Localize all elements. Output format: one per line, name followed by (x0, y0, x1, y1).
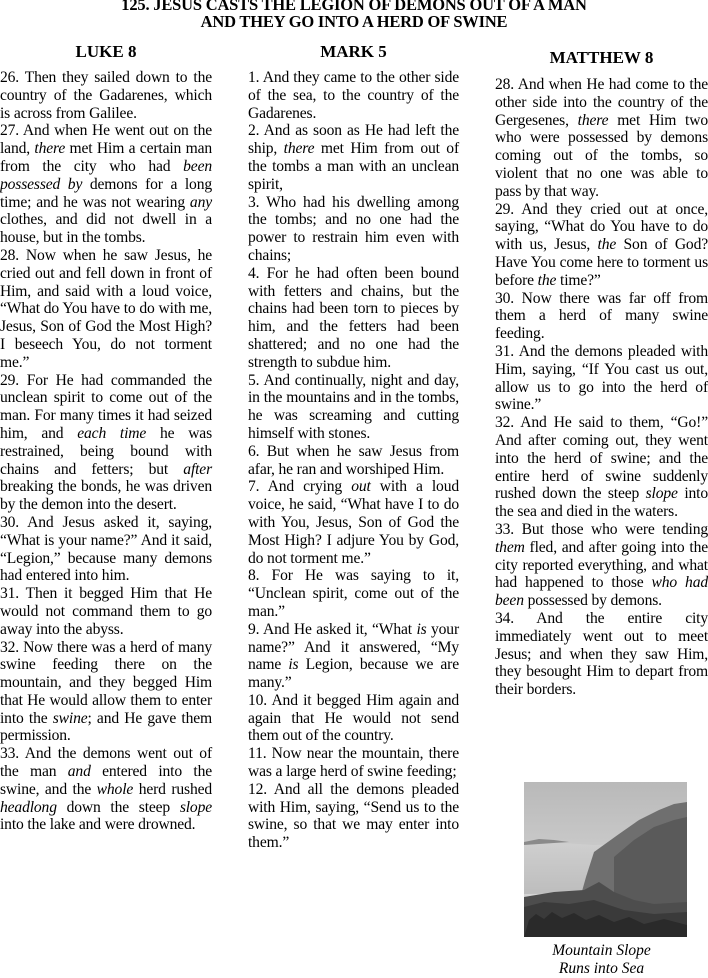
column-heading: MARK 5 (320, 42, 387, 61)
caption-line-2: Runs into Sea (558, 960, 645, 977)
verse: 8. For He was saying to it, “Unclean spirit, come out of the man.” (248, 567, 459, 620)
verse-list (0, 69, 212, 834)
verse: 30. Now there was far off from them a herd of many swine feeding. (495, 289, 708, 343)
italic-word: each time (77, 424, 147, 442)
verse: 34. And the entire city immediately went out to meet Jesus; and when they saw Him, they besought Him to depart from their borders. (495, 609, 708, 699)
verse-list (248, 69, 459, 852)
verse: 2. And as soon as He had left the ship, there met Him from out of the tombs a man with an unclean spirit, (248, 122, 459, 193)
verse: 11. Now near the mountain, there was a large herd of swine feeding; (248, 745, 459, 781)
verse: 10. And it begged Him again and again that He would not send them out of the country. (248, 691, 459, 745)
italic-word: after (183, 460, 212, 478)
verse: 32. And He said to them, “Go!” And after coming out, they went into the herd of swine; and the entire herd of swine suddenly rushed down the steep slope into the sea and died in the waters. (495, 414, 708, 521)
mountain-slope-photo (524, 782, 687, 937)
verse: 29. For He had commanded the unclean spirit to come out of the man. For many times it had seized him, and each time he was restrained, being bound with chains and fetters; but after breaking the bonds, he was driven by the demon into the desert. (0, 371, 212, 514)
landscape-image (524, 782, 687, 937)
italic-word: slope (645, 485, 678, 503)
verse: 1. And they came to the other side of the sea, to the country of the Gadarenes. (248, 69, 459, 122)
verse: 32. Now there was a herd of many swine feeding there on the mountain, and they begged Him that He would allow them to enter into the swine; and He gave them permission. (0, 638, 212, 745)
column-heading: LUKE 8 (75, 42, 137, 61)
verse: 26. Then they sailed down to the country of the Gadarenes, which is across from Galilee. (0, 69, 212, 122)
italic-word: swine (52, 709, 88, 727)
italic-word: is (416, 620, 427, 638)
verse: 3. Who had his dwelling among the tombs; and no one had the power to restrain him even with chains; (248, 193, 459, 264)
italic-word: there (577, 111, 609, 129)
verse: 33. And the demons went out of the man and entered into the swine, and the whole herd rushed headlong down the steep slope into the lake and were drowned. (0, 745, 213, 834)
italic-word: and (67, 763, 91, 781)
italic-word: the (597, 236, 617, 254)
italic-word: the (537, 271, 557, 289)
verse: 28. Now when he saw Jesus, he cried out and fell down in front of Him, and said with a loud voice, “What do You have to do with me, Jesus, Son of God the Most High? I beseech You, do not torment me.” (0, 246, 212, 371)
luke-8-column (0, 42, 212, 834)
verse: 28. And when He had come to the other side into the country of the Gergesenes, there met Him two who were possessed by demons coming out of the tombs, so violent that no one was able to pass by that way. (495, 76, 708, 200)
verse: 4. For he had often been bound with fetters and chains, but the chains had been torn to pieces by him, and the fetters had been shattered; and no one had the strength to subdue him. (248, 264, 459, 371)
caption-line-1: Mountain Slope (552, 942, 651, 959)
matthew-8-column (495, 48, 708, 699)
verse: 7. And crying out with a loud voice, he said, “What have I to do with You, Jesus, Son of God the Most High? I adjure You by God, do not torment me.” (248, 478, 459, 567)
verse: 9. And He asked it, “What is your name?” And it answered, “My name is Legion, because we are many.” (248, 620, 459, 692)
italic-word: is (288, 656, 299, 674)
column-heading: MATTHEW 8 (549, 48, 654, 67)
italic-word: whole (96, 780, 134, 798)
verse: 27. And when He went out on the land, there met Him a certain man from the city who had been possessed by demons for a long time; and he was not wearing any clothes, and did not dwell in a house, but in the tombs. (0, 122, 212, 247)
photo-caption (495, 942, 708, 978)
verse: 31. Then it begged Him that He would not command them to go away into the abyss. (0, 585, 212, 638)
verse: 33. But those who were tending them fled, and after going into the city reported everything, and what had happened to those who had been possessed by demons. (495, 520, 708, 610)
verse: 5. And continually, night and day, in the mountains and in the tombs, he was screaming and cutting himself with stones. (248, 371, 459, 442)
italic-word: out (351, 478, 371, 496)
italic-word: there (34, 140, 66, 158)
page-title (0, 0, 708, 30)
italic-word: any (189, 193, 212, 211)
italic-word: who had been (495, 574, 708, 610)
verse: 6. But when he saw Jesus from afar, he ran and worshiped Him. (248, 442, 459, 478)
verse-list (495, 76, 708, 699)
title-line-1: 125. JESUS CASTS THE LEGION OF DEMONS OUT OF A MAN (121, 0, 587, 14)
verse: 29. And they cried out at once, saying, “What do You have to do with us, Jesus, the Son of God? Have You come here to torment us before the time?” (495, 200, 708, 289)
italic-word: them (495, 538, 525, 556)
mark-5-column (248, 42, 459, 852)
title-line-2: AND THEY GO INTO A HERD OF SWINE (200, 12, 508, 31)
verse: 12. And all the demons pleaded with Him, saying, “Send us to the swine, so that we may enter into them.” (248, 780, 459, 852)
italic-word: slope (179, 798, 212, 816)
verse: 31. And the demons pleaded with Him, saying, “If You cast us out, allow us to go into the herd of swine.” (495, 342, 708, 414)
verse: 30. And Jesus asked it, saying, “What is your name?” And it said, “Legion,” because many demons had entered into him. (0, 513, 212, 585)
italic-word: headlong (0, 798, 57, 816)
italic-word: there (283, 140, 315, 158)
italic-word: been possessed by (0, 157, 212, 193)
